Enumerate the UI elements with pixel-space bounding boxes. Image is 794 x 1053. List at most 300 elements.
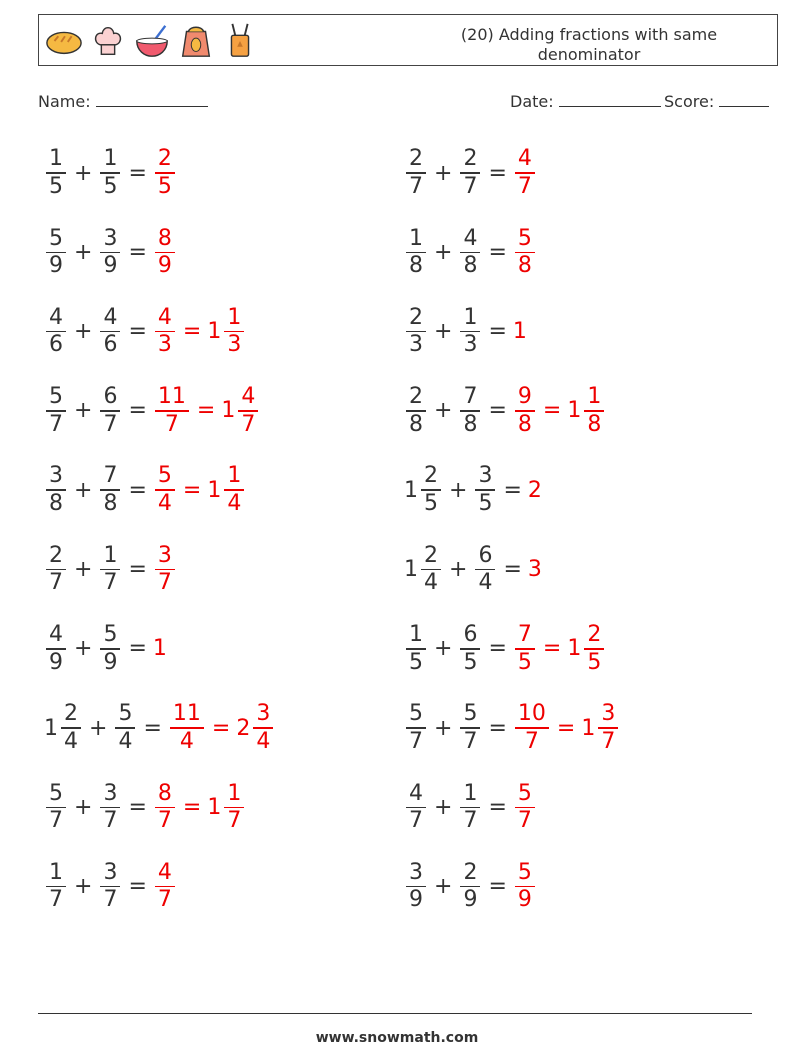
addend-a-fraction <box>406 384 426 438</box>
addend-a-numerator: 2 <box>49 542 63 568</box>
addend-a-denominator: 9 <box>49 253 63 279</box>
addend-b-numerator: 1 <box>103 542 118 568</box>
answer-numerator: 3 <box>601 701 616 727</box>
addend-a-numerator: 1 <box>49 146 63 172</box>
addend-a-term <box>404 701 428 755</box>
addend-b-term <box>113 701 137 755</box>
addend-b-denominator: 4 <box>118 728 133 754</box>
addend-a-term <box>404 305 428 359</box>
addend-a-denominator: 8 <box>49 490 63 516</box>
addend-a-denominator: 9 <box>49 649 63 675</box>
answer-denominator: 5 <box>517 649 532 675</box>
answer-fraction <box>155 781 175 835</box>
answer-numerator: 7 <box>517 622 532 648</box>
plus-sign: + <box>74 160 93 186</box>
addend-b-numerator: 1 <box>103 146 118 172</box>
answer <box>513 781 537 835</box>
addend-a-denominator: 4 <box>64 728 78 754</box>
addend-b-fraction <box>460 305 480 359</box>
addend-b-numerator: 3 <box>103 225 118 251</box>
addend-b-fraction <box>100 463 120 517</box>
answer <box>513 622 606 676</box>
addend-b-term <box>458 226 482 280</box>
answer <box>153 860 177 914</box>
equals-sign: = <box>128 557 147 582</box>
problem-11 <box>44 535 177 605</box>
answer-numerator: 4 <box>157 859 172 885</box>
addend-a-denominator: 5 <box>409 649 423 675</box>
addend-b-term <box>458 622 482 676</box>
problem-20 <box>404 852 537 922</box>
answer-numerator: 4 <box>157 304 172 330</box>
addend-a-fraction <box>46 622 66 676</box>
answer-equals-sign: = <box>182 477 202 503</box>
problem-4 <box>404 217 537 287</box>
addend-b-fraction <box>100 860 120 914</box>
addend-a-term <box>404 543 443 597</box>
answer <box>513 860 537 914</box>
addend-b-denominator: 3 <box>463 332 478 358</box>
addend-b-fraction <box>100 781 120 835</box>
answer-denominator: 4 <box>256 728 271 754</box>
addend-a-fraction <box>46 226 66 280</box>
answer-term <box>513 226 537 280</box>
answer-whole: 1 <box>567 636 582 662</box>
addend-b-term <box>473 463 497 517</box>
equals-sign: = <box>488 160 507 186</box>
addend-a-fraction <box>61 701 81 755</box>
problem-16 <box>404 693 620 763</box>
plus-sign: + <box>74 398 93 424</box>
addend-b-term <box>458 860 482 914</box>
equals-sign: = <box>128 160 147 186</box>
answer-term <box>168 701 206 755</box>
addend-a-denominator: 4 <box>424 570 438 596</box>
addend-a-numerator: 5 <box>409 701 423 727</box>
addend-a-denominator: 7 <box>49 808 63 834</box>
addend-a-numerator: 3 <box>409 859 423 885</box>
answer-term <box>513 622 537 676</box>
addend-b-denominator: 7 <box>463 728 478 754</box>
answer-equals-sign: = <box>211 715 231 741</box>
addend-a-term <box>44 384 68 438</box>
equals-sign: = <box>503 477 522 503</box>
equals-sign: = <box>488 398 507 424</box>
answer-whole: 1 <box>567 398 582 424</box>
addend-b-numerator: 1 <box>463 780 478 806</box>
answer-fraction <box>155 226 175 280</box>
equals-sign: = <box>488 636 507 662</box>
addend-a-term <box>404 226 428 280</box>
answer-numerator: 2 <box>587 622 602 648</box>
addend-a-term <box>44 622 68 676</box>
answer-fraction <box>584 384 604 438</box>
addend-b-term <box>98 463 122 517</box>
addend-b-denominator: 5 <box>103 173 118 199</box>
answer-term <box>513 319 528 344</box>
answer-numerator: 9 <box>517 384 532 410</box>
addend-a-term <box>44 860 68 914</box>
answer <box>153 781 246 835</box>
addend-a-term <box>404 622 428 676</box>
addend-a-term <box>404 860 428 914</box>
answer <box>513 226 537 280</box>
answer-term <box>207 305 246 359</box>
footer-url: www.snowmath.com <box>315 1030 479 1046</box>
addend-b-fraction <box>100 543 120 597</box>
answer-fraction <box>224 781 244 835</box>
addend-a-term <box>44 305 68 359</box>
equals-sign: = <box>128 636 147 662</box>
answer-numerator: 5 <box>517 780 532 806</box>
answer-whole: 1 <box>221 398 236 424</box>
answer-denominator: 7 <box>157 887 172 913</box>
answer-equals-sign: = <box>556 715 576 741</box>
addend-b-numerator: 5 <box>463 701 478 727</box>
answer-denominator: 8 <box>517 411 532 437</box>
addend-b-denominator: 7 <box>103 808 118 834</box>
answer-term <box>567 384 606 438</box>
date-label: Date: <box>510 92 554 111</box>
answer-term <box>513 781 537 835</box>
addend-b-fraction <box>115 701 135 755</box>
addend-b-numerator: 3 <box>103 780 118 806</box>
addend-a-term <box>404 146 428 200</box>
addend-b-term <box>458 701 482 755</box>
answer-fraction <box>224 463 244 517</box>
addend-b-fraction <box>475 463 495 517</box>
addend-b-term <box>458 305 482 359</box>
addend-b-fraction <box>460 226 480 280</box>
plus-sign: + <box>449 477 468 503</box>
addend-b-numerator: 3 <box>478 463 493 489</box>
answer-denominator: 7 <box>164 411 179 437</box>
addend-a-denominator: 5 <box>49 173 63 199</box>
addend-a-fraction <box>46 305 66 359</box>
problem-9 <box>44 455 246 525</box>
answer-fraction <box>224 305 244 359</box>
equals-sign: = <box>488 874 507 900</box>
answer-fraction <box>515 384 535 438</box>
answer-denominator: 8 <box>587 411 602 437</box>
answer-fraction <box>598 701 618 755</box>
problem-7 <box>44 376 260 446</box>
addend-b-numerator: 6 <box>103 384 118 410</box>
addend-b-denominator: 8 <box>103 490 118 516</box>
equals-sign: = <box>128 874 147 900</box>
answer-numerator: 1 <box>227 304 242 330</box>
answer-whole: 1 <box>207 319 222 345</box>
addend-a-denominator: 5 <box>424 490 438 516</box>
addend-a-denominator: 7 <box>49 570 63 596</box>
answer-whole: 1 <box>512 319 527 345</box>
answer-fraction <box>170 701 204 755</box>
answer-fraction <box>155 860 175 914</box>
footer-divider <box>38 1013 752 1014</box>
answer-denominator: 4 <box>179 728 194 754</box>
answer-numerator: 4 <box>517 146 532 172</box>
addend-b-term <box>98 622 122 676</box>
addend-b-fraction <box>475 543 495 597</box>
answer-term <box>528 478 543 503</box>
answer-denominator: 7 <box>157 808 172 834</box>
problem-6 <box>404 297 528 367</box>
addend-b-term <box>98 860 122 914</box>
answer-fraction <box>584 622 604 676</box>
answer-fraction <box>515 860 535 914</box>
addend-b-denominator: 9 <box>103 253 118 279</box>
answer-equals-sign: = <box>542 636 562 662</box>
answer-numerator: 1 <box>227 780 242 806</box>
answer-numerator: 5 <box>517 859 532 885</box>
equals-sign: = <box>128 794 147 820</box>
equals-sign: = <box>128 239 147 265</box>
answer-term <box>236 701 275 755</box>
addend-b-denominator: 7 <box>103 570 118 596</box>
plus-sign: + <box>74 477 93 503</box>
answer-term <box>528 557 543 582</box>
addend-a-whole: 1 <box>404 477 418 503</box>
answer-term <box>581 701 620 755</box>
addend-a-fraction <box>406 226 426 280</box>
addend-a-term <box>404 384 428 438</box>
plus-sign: + <box>74 319 93 345</box>
answer-term <box>153 146 177 200</box>
answer-term <box>513 384 537 438</box>
addend-b-numerator: 5 <box>103 622 118 648</box>
addend-b-denominator: 6 <box>103 332 118 358</box>
answer-term <box>153 384 191 438</box>
answer-numerator: 1 <box>587 384 602 410</box>
answer <box>528 478 543 503</box>
addend-b-numerator: 5 <box>118 701 133 727</box>
addend-a-fraction <box>406 701 426 755</box>
addend-b-denominator: 8 <box>463 411 478 437</box>
answer-term <box>153 463 177 517</box>
answer-denominator: 7 <box>241 411 256 437</box>
problem-13 <box>44 614 168 684</box>
addend-a-denominator: 7 <box>49 887 63 913</box>
addend-a-denominator: 8 <box>409 411 423 437</box>
answer-numerator: 1 <box>227 463 242 489</box>
addend-a-numerator: 1 <box>409 225 423 251</box>
answer <box>153 636 168 661</box>
addend-b-denominator: 7 <box>463 808 478 834</box>
equals-sign: = <box>503 557 522 582</box>
answer-whole: 1 <box>207 477 222 503</box>
answer <box>153 543 177 597</box>
answer-fraction <box>515 701 549 755</box>
answer-numerator: 10 <box>517 701 546 727</box>
addend-a-numerator: 1 <box>49 859 63 885</box>
answer-denominator: 7 <box>601 728 616 754</box>
answer-numerator: 11 <box>157 384 186 410</box>
addend-b-fraction <box>460 781 480 835</box>
answer-numerator: 8 <box>157 780 172 806</box>
answer-equals-sign: = <box>182 794 202 820</box>
plus-sign: + <box>434 160 453 186</box>
answer-term <box>207 781 246 835</box>
answer-fraction <box>515 781 535 835</box>
addend-a-fraction <box>406 305 426 359</box>
addend-a-fraction <box>406 622 426 676</box>
equals-sign: = <box>143 715 162 741</box>
problem-15 <box>44 693 275 763</box>
answer <box>153 463 246 517</box>
answer-fraction <box>155 146 175 200</box>
addend-a-numerator: 2 <box>424 542 438 568</box>
addend-b-fraction <box>460 701 480 755</box>
plus-sign: + <box>74 874 93 900</box>
answer <box>153 305 246 359</box>
plus-sign: + <box>74 557 93 582</box>
plus-sign: + <box>434 874 453 900</box>
problem-17 <box>44 772 246 842</box>
addend-b-term <box>98 543 122 597</box>
addend-b-term <box>458 781 482 835</box>
plus-sign: + <box>434 636 453 662</box>
answer-denominator: 3 <box>157 332 172 358</box>
addend-b-fraction <box>100 226 120 280</box>
answer <box>513 701 620 755</box>
addend-b-fraction <box>460 146 480 200</box>
addend-b-denominator: 5 <box>463 649 478 675</box>
answer-fraction <box>155 463 175 517</box>
equals-sign: = <box>488 319 507 345</box>
addend-a-whole: 1 <box>44 715 58 741</box>
problem-18 <box>404 772 537 842</box>
problem-1 <box>44 138 177 208</box>
plus-sign: + <box>74 239 93 265</box>
addend-a-term <box>404 463 443 517</box>
addend-a-fraction <box>46 543 66 597</box>
addend-b-numerator: 6 <box>478 542 493 568</box>
addend-b-denominator: 7 <box>103 411 118 437</box>
plus-sign: + <box>74 794 93 820</box>
addend-b-denominator: 9 <box>103 649 118 675</box>
answer-fraction <box>253 701 273 755</box>
answer-term <box>153 226 177 280</box>
answer-fraction <box>155 543 175 597</box>
addend-b-term <box>473 543 497 597</box>
addend-b-fraction <box>460 860 480 914</box>
addend-a-term <box>44 146 68 200</box>
problem-14 <box>404 614 606 684</box>
equals-sign: = <box>128 319 147 345</box>
answer-denominator: 9 <box>157 253 172 279</box>
answer-fraction <box>238 384 258 438</box>
answer-term <box>567 622 606 676</box>
addend-a-fraction <box>421 543 441 597</box>
addend-b-denominator: 8 <box>463 253 478 279</box>
answer-term <box>153 636 168 661</box>
addend-a-numerator: 2 <box>64 701 78 727</box>
addend-a-denominator: 8 <box>409 253 423 279</box>
addend-b-fraction <box>100 146 120 200</box>
addend-b-numerator: 7 <box>463 384 478 410</box>
answer-whole: 1 <box>207 794 222 820</box>
addend-a-numerator: 3 <box>49 463 63 489</box>
addend-b-denominator: 5 <box>478 490 493 516</box>
addend-a-fraction <box>46 146 66 200</box>
addend-a-numerator: 2 <box>424 463 438 489</box>
addend-b-denominator: 4 <box>478 570 493 596</box>
answer-denominator: 7 <box>227 808 242 834</box>
answer-denominator: 7 <box>517 808 532 834</box>
equals-sign: = <box>128 398 147 424</box>
addend-b-denominator: 7 <box>463 173 478 199</box>
answer-denominator: 4 <box>157 490 172 516</box>
score-label: Score: <box>664 92 715 111</box>
addend-b-term <box>98 384 122 438</box>
addend-a-term <box>44 226 68 280</box>
addend-b-numerator: 6 <box>463 622 478 648</box>
plus-sign: + <box>74 636 93 662</box>
addend-b-numerator: 3 <box>103 859 118 885</box>
addend-a-numerator: 5 <box>49 225 63 251</box>
addend-a-numerator: 4 <box>49 622 63 648</box>
addend-b-term <box>458 146 482 200</box>
problem-19 <box>44 852 177 922</box>
answer-numerator: 11 <box>172 701 201 727</box>
answer-whole: 1 <box>152 636 167 662</box>
answer-numerator: 5 <box>157 463 172 489</box>
addend-a-term <box>44 463 68 517</box>
answer-numerator: 2 <box>157 146 172 172</box>
answer-term <box>153 543 177 597</box>
answer-whole: 3 <box>527 557 542 582</box>
plus-sign: + <box>449 557 468 582</box>
addend-a-term <box>404 781 428 835</box>
addend-a-denominator: 7 <box>409 173 423 199</box>
answer <box>513 146 537 200</box>
addend-a-fraction <box>46 384 66 438</box>
addend-a-numerator: 5 <box>49 780 63 806</box>
addend-b-term <box>98 146 122 200</box>
worksheet-title: (20) Adding fractions with same denominator <box>460 25 718 64</box>
addend-a-denominator: 7 <box>409 728 423 754</box>
addend-a-fraction <box>46 860 66 914</box>
answer-fraction <box>515 146 535 200</box>
addend-b-denominator: 9 <box>463 887 478 913</box>
plus-sign: + <box>434 715 453 741</box>
addend-a-fraction <box>406 860 426 914</box>
plus-sign: + <box>434 319 453 345</box>
addend-b-numerator: 7 <box>103 463 118 489</box>
addend-a-fraction <box>406 781 426 835</box>
answer-term <box>153 781 177 835</box>
addend-b-fraction <box>460 622 480 676</box>
addend-b-numerator: 4 <box>103 304 118 330</box>
addend-a-term <box>44 543 68 597</box>
answer-denominator: 7 <box>524 728 539 754</box>
answer-numerator: 3 <box>256 701 271 727</box>
answer-whole: 1 <box>581 715 596 741</box>
name-label: Name: <box>38 92 91 111</box>
answer <box>513 384 606 438</box>
answer-numerator: 8 <box>157 225 172 251</box>
addend-a-denominator: 7 <box>49 411 63 437</box>
answer <box>528 557 543 582</box>
answer-fraction <box>155 305 175 359</box>
answer-fraction <box>155 384 189 438</box>
answer-whole: 2 <box>236 715 251 741</box>
addend-a-numerator: 4 <box>49 304 63 330</box>
answer-term <box>153 860 177 914</box>
answer-term <box>207 463 246 517</box>
addend-a-term <box>44 781 68 835</box>
addend-b-denominator: 7 <box>103 887 118 913</box>
